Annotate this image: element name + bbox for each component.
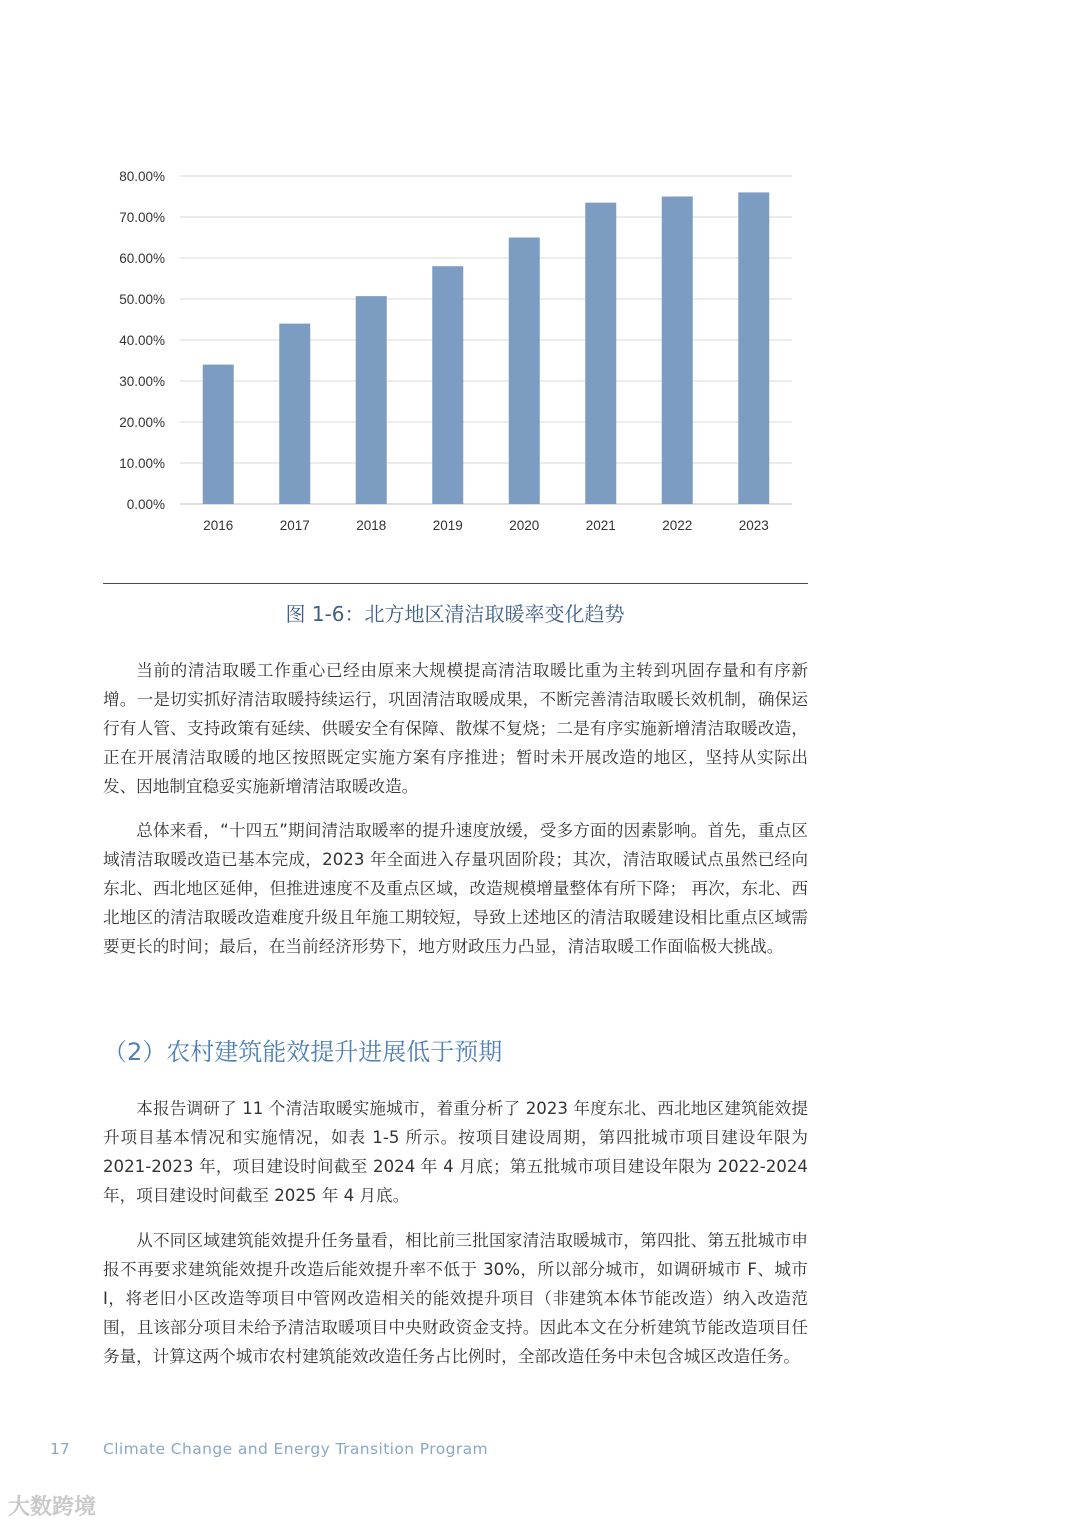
y-tick-label: 0.00% [126,497,165,512]
y-tick-label: 40.00% [119,333,165,348]
y-tick-label: 60.00% [119,251,165,266]
y-tick-label: 30.00% [119,374,165,389]
bar-2023 [738,192,769,504]
figure-caption: 图 1-6：北方地区清洁取暖率变化趋势 [285,602,625,626]
y-tick-label: 70.00% [119,210,165,225]
y-tick-label: 20.00% [119,415,165,430]
x-tick-label: 2021 [585,518,616,533]
x-tick-label: 2020 [509,518,540,533]
paragraph-2: 总体来看，“十四五”期间清洁取暖率的提升速度放缓，受多方面的因素影响。首先，重点区域清洁取暖改造已基本完成，2023 年全面进入存量巩固阶段；其次，清洁取暖试点虽然已经向东北、西北地区延伸，但推进速度不及重点区域，改造规模增量整体有所下降； 再次，东北、西北地区的清洁取暖改造难度升级且年施工期较短，导致上述地区的清洁取暖建设相比重点区域需要更长的时间；最后，在当前经济形势下，地方财政压力凸显，清洁取暖工作面临极大挑战。 [103,821,808,956]
watermark: 大数跨境 [8,1495,97,1520]
bar-2016 [203,365,234,504]
y-tick-label: 50.00% [119,292,165,307]
bar-2019 [432,266,463,504]
bar-2022 [662,197,693,505]
y-tick-label: 80.00% [119,169,165,184]
bar-2018 [356,296,387,504]
x-tick-label: 2017 [279,518,310,533]
x-tick-label: 2018 [356,518,387,533]
paragraph-4: 从不同区域建筑能效提升任务量看，相比前三批国家清洁取暖城市，第四批、第五批城市申报不再要求建筑能效提升改造后能效提升率不低于 30%，所以部分城市，如调研城市 F、城市 I，将老旧小区改造等项目中管网改造相关的能效提升项目（非建筑本体节能改造）纳入改造范围，且该部分项目未给予清洁取暖项目中央财政资金支持。因此本文在分析建筑节能改造项目任务量，计算这两个城市农村建筑能效改造任务占比例时，全部改造任务中未包含城区改造任务。 [103,1231,808,1366]
bar-2017 [279,324,310,504]
figure-divider [103,583,808,584]
program-name: Climate Change and Energy Transition Program [103,1440,489,1458]
section-title: （2）农村建筑能效提升进展低于预期 [103,1038,503,1066]
paragraph-1: 当前的清洁取暖工作重心已经由原来大规模提高清洁取暖比重为主转到巩固存量和有序新增。一是切实抓好清洁取暖持续运行，巩固清洁取暖成果，不断完善清洁取暖长效机制，确保运行有人管、支持政策有延续、供暖安全有保障、散煤不复烧；二是有序实施新增清洁取暖改造，正在开展清洁取暖的地区按照既定实施方案有序推进；暂时未开展改造的地区，坚持从实际出发、因地制宜稳妥实施新增清洁取暖改造。 [103,661,808,796]
bar-2020 [509,238,540,505]
x-tick-label: 2019 [432,518,463,533]
paragraph-3: 本报告调研了 11 个清洁取暖实施城市，着重分析了 2023 年度东北、西北地区建筑能效提升项目基本情况和实施情况，如表 1-5 所示。按项目建设周期，第四批城市项目建设年限为 2021-2023 年，项目建设时间截至 2024 年 4 月底；第五批城市项目建设年限为 2022-2024 年，项目建设时间截至 2025 年 4 月底。 [103,1099,808,1205]
bar-2021 [585,203,616,504]
x-tick-label: 2022 [662,518,693,533]
x-tick-label: 2016 [203,518,234,533]
page-number: 17 [50,1440,70,1458]
x-tick-label: 2023 [738,518,769,533]
clean-heating-rate-bar-chart [100,155,800,550]
y-tick-label: 10.00% [119,456,165,471]
